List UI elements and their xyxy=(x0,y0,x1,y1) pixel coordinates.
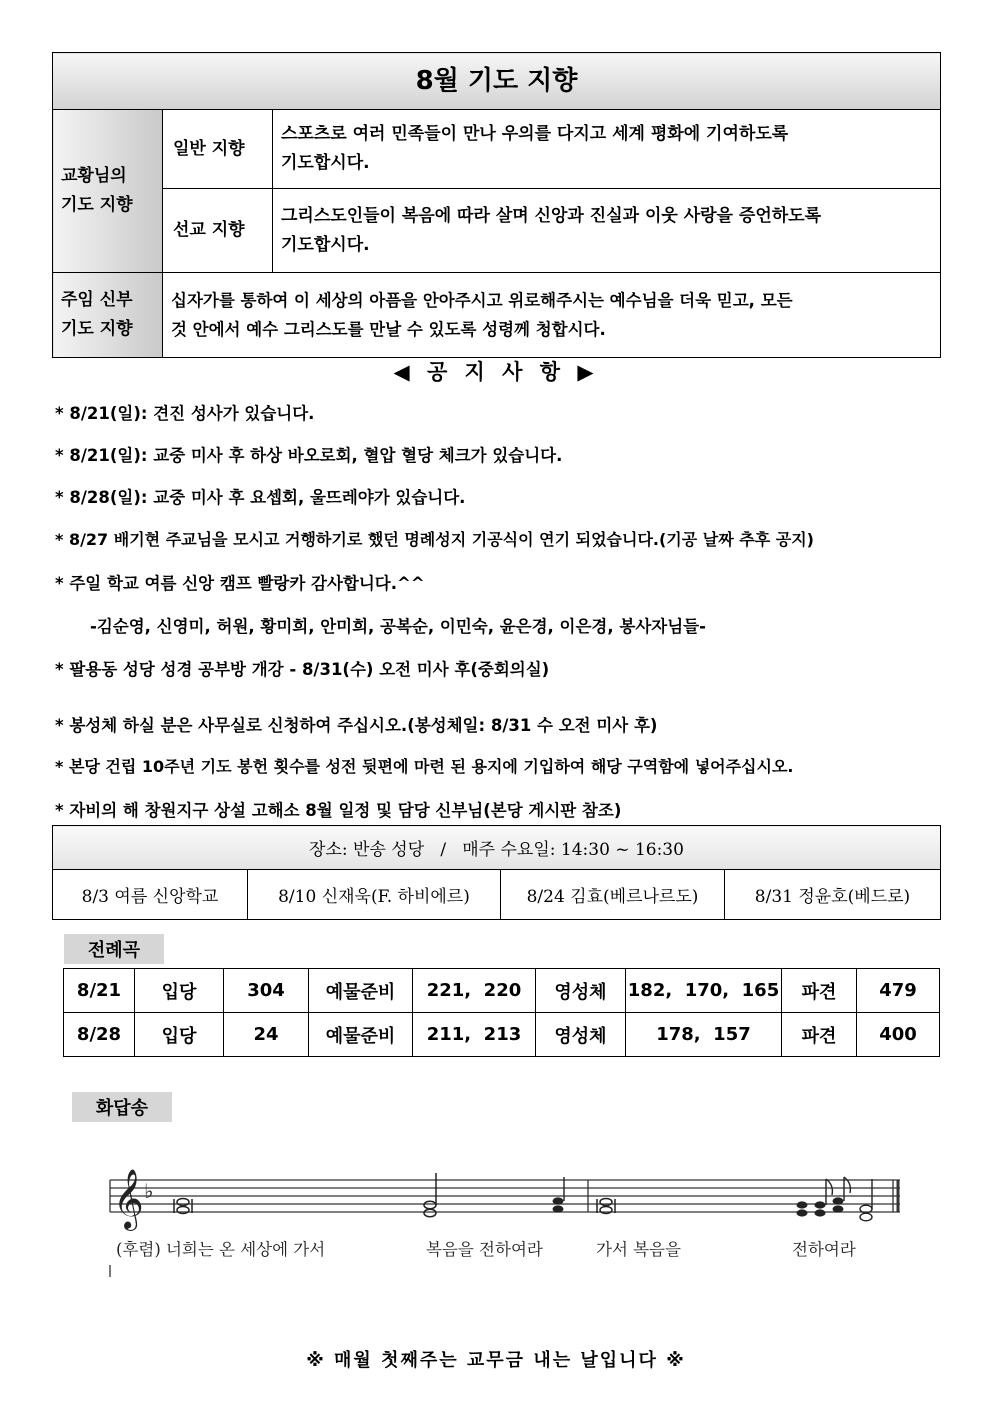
notice-item: * 주일 학교 여름 신앙 캠프 빨랑카 감사합니다.^^ xyxy=(55,574,425,593)
confession-cell: 8/31 정윤호(베드로) xyxy=(725,870,941,920)
table-row xyxy=(64,1013,940,1057)
pope-intention-label: 교황님의 기도 지향 xyxy=(53,110,163,273)
notice-item: * 팔용동 성당 성경 공부방 개강 - 8/31(수) 오전 미사 후(중회의실) xyxy=(55,660,550,679)
psalm-lyric: 전하여라 xyxy=(792,1240,856,1259)
hymn-cell: 파견 xyxy=(782,1013,857,1057)
notice-item: * 8/27 배기현 주교님을 모시고 거행하기로 했던 명례성지 기공식이 연기 되었습니다.(기공 날짜 추후 공지) xyxy=(55,530,814,549)
prayer-intentions-table xyxy=(52,52,941,358)
pastor-intention-label: 주임 신부 기도 지향 xyxy=(53,273,163,358)
hymn-date: 8/28 xyxy=(64,1013,135,1057)
notice-item: * 8/21(일): 견진 성사가 있습니다. xyxy=(55,404,315,423)
hymns-label: 전례곡 xyxy=(64,934,164,964)
hymn-cell: 304 xyxy=(224,969,309,1013)
hymn-cell: 예물준비 xyxy=(309,1013,413,1057)
footer-note: ※ 매월 첫째주는 교무금 내는 날입니다 ※ xyxy=(306,1350,686,1371)
hymn-cell: 479 xyxy=(857,969,940,1013)
psalm-lyric: 가서 복음을 xyxy=(596,1240,681,1259)
notice-item: * 자비의 해 창원지구 상설 고해소 8월 일정 및 담당 신부님(본당 게시판 참조) xyxy=(55,801,622,820)
hymn-cell: 영성체 xyxy=(536,1013,626,1057)
svg-text:𝄞: 𝄞 xyxy=(113,1169,144,1229)
notice-volunteers: -김순영, 신영미, 허원, 황미희, 안미희, 공복순, 이민숙, 윤은경, 이은경, 봉사자님들- xyxy=(90,617,706,636)
notice-item: * 8/28(일): 교중 미사 후 요셉회, 울뜨레야가 있습니다. xyxy=(55,488,466,507)
hymn-cell: 입당 xyxy=(135,969,224,1013)
confession-cell: 8/10 신재욱(F. 하비에르) xyxy=(248,870,501,920)
hymn-cell: 178, 157 xyxy=(626,1013,782,1057)
hymn-cell: 예물준비 xyxy=(309,969,413,1013)
pastor-intention-text: 십자가를 통하여 이 세상의 아픔을 안아주시고 위로해주시는 예수님을 더욱 믿고, 모든 것 안에서 예수 그리스도를 만날 수 있도록 성령께 청합시다. xyxy=(163,273,941,358)
hymn-date: 8/21 xyxy=(64,969,135,1013)
hymn-table xyxy=(63,968,940,1057)
table-row xyxy=(64,969,940,1013)
confession-header: 장소: 반송 성당 / 매주 수요일: 14:30 ~ 16:30 xyxy=(53,826,941,870)
notices-title: ◀ 공 지 사 항 ▶ xyxy=(393,360,599,384)
psalm-lyric: (후렴) 너희는 온 세상에 가서 xyxy=(116,1240,326,1259)
hymn-cell: 400 xyxy=(857,1013,940,1057)
hymn-cell: 24 xyxy=(224,1013,309,1057)
psalm-lyric: 복음을 전하여라 xyxy=(426,1240,543,1259)
confession-cell: 8/3 여름 신앙학교 xyxy=(53,870,248,920)
mission-intention-label: 선교 지향 xyxy=(163,189,273,273)
svg-text:♭: ♭ xyxy=(144,1179,154,1203)
hymn-cell: 입당 xyxy=(135,1013,224,1057)
hymn-cell: 파견 xyxy=(782,969,857,1013)
intentions-title: 8월 기도 지향 xyxy=(53,53,941,110)
confession-cell: 8/24 김효(베르나르도) xyxy=(501,870,725,920)
hymn-cell: 211, 213 xyxy=(413,1013,536,1057)
psalm-label: 화답송 xyxy=(72,1092,172,1122)
mission-intention-text: 그리스도인들이 복음에 따라 살며 신앙과 진실과 이웃 사랑을 증언하도록 기도합시다. xyxy=(273,189,941,273)
music-staff xyxy=(108,1165,908,1280)
hymn-cell: 182, 170, 165 xyxy=(626,969,782,1013)
hymn-cell: 221, 220 xyxy=(413,969,536,1013)
general-intention-text: 스포츠로 여러 민족들이 만나 우의를 다지고 세계 평화에 기여하도록 기도합시다. xyxy=(273,110,941,189)
notice-item: * 봉성체 하실 분은 사무실로 신청하여 주십시오.(봉성체일: 8/31 수 오전 미사 후) xyxy=(55,716,658,735)
notice-item: * 본당 건립 10주년 기도 봉헌 횟수를 성전 뒷편에 마련 된 용지에 기입하여 해당 구역함에 넣어주십시오. xyxy=(55,757,794,776)
general-intention-label: 일반 지향 xyxy=(163,110,273,189)
notice-item: * 8/21(일): 교중 미사 후 하상 바오로회, 혈압 혈당 체크가 있습니다. xyxy=(55,446,563,465)
confession-schedule-table xyxy=(52,825,941,920)
hymn-cell: 영성체 xyxy=(536,969,626,1013)
